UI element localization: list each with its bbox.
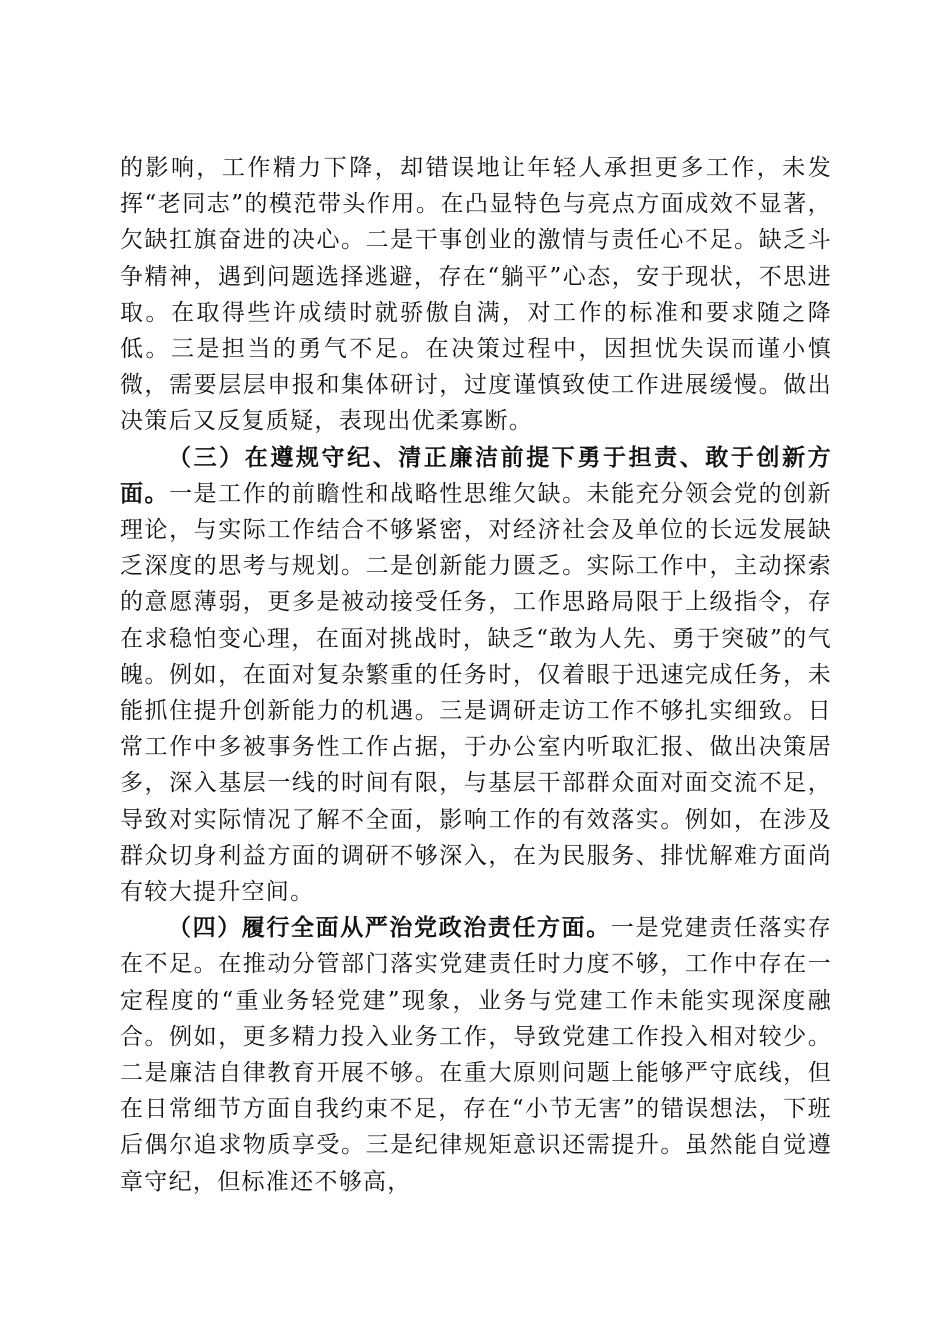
section-3-paragraph: [120, 440, 832, 911]
section-3-body: 一是工作的前瞻性和战略性思维欠缺。未能充分领会党的创新理论，与实际工作结合不够紧密，对经济社会及单位的长远发展缺乏深度的思考与规划。二是创新能力匮乏。实际工作中，主动探索的意愿薄弱，更多是被动接受任务，工作思路局限于上级指令，存在求稳怕变心理，在面对挑战时，缺乏“敢为人先、勇于突破”的气魄。例如，在面对复杂繁重的任务时，仅着眼于迅速完成任务，未能抓住提升创新能力的机遇。三是调研走访工作不够扎实细致。日常工作中多被事务性工作占据，于办公室内听取汇报、做出决策居多，深入基层一线的时间有限，与基层干部群众面对面交流不足，导致对实际情况了解不全面，影响工作的有效落实。例如，在涉及群众切身利益方面的调研不够深入，在为民服务、排忧解难方面尚有较大提升空间。: [120, 480, 832, 906]
paragraph-continuation: 的影响，工作精力下降，却错误地让年轻人承担更多工作，未发挥“老同志”的模范带头作用。在凸显特色与亮点方面成效不显著，欠缺扛旗奋进的决心。二是干事创业的激情与责任心不足。缺乏斗争精神，遇到问题选择逃避，存在“躺平”心态，安于现状，不思进取。在取得些许成绩时就骄傲自满，对工作的标准和要求随之降低。三是担当的勇气不足。在决策过程中，因担忧失误而谨小慎微，需要层层申报和集体研讨，过度谨慎致使工作进展缓慢。做出决策后又反复质疑，表现出优柔寡断。: [120, 155, 832, 435]
section-3-heading: （三）在遵规守纪、清正廉洁前提下勇于担责、敢于创新方面。: [120, 443, 832, 507]
section-4-body: 一是党建责任落实存在不足。在推动分管部门落实党建责任时力度不够，工作中存在一定程度的“重业务轻党建”现象，业务与党建工作未能实现深度融合。例如，更多精力投入业务工作，导致党建工作投入相对较少。二是廉洁自律教育开展不够。在重大原则问题上能够严守底线，但在日常细节方面自我约束不足，存在“小节无害”的错误想法，下班后偶尔追求物质享受。三是纪律规矩意识还需提升。虽然能自觉遵章守纪，但标准还不够高，: [120, 915, 833, 1195]
section-4-heading: （四）履行全面从严治党政治责任方面。: [168, 914, 611, 942]
document-body: [120, 150, 832, 1200]
section-4-paragraph: [120, 910, 832, 1200]
